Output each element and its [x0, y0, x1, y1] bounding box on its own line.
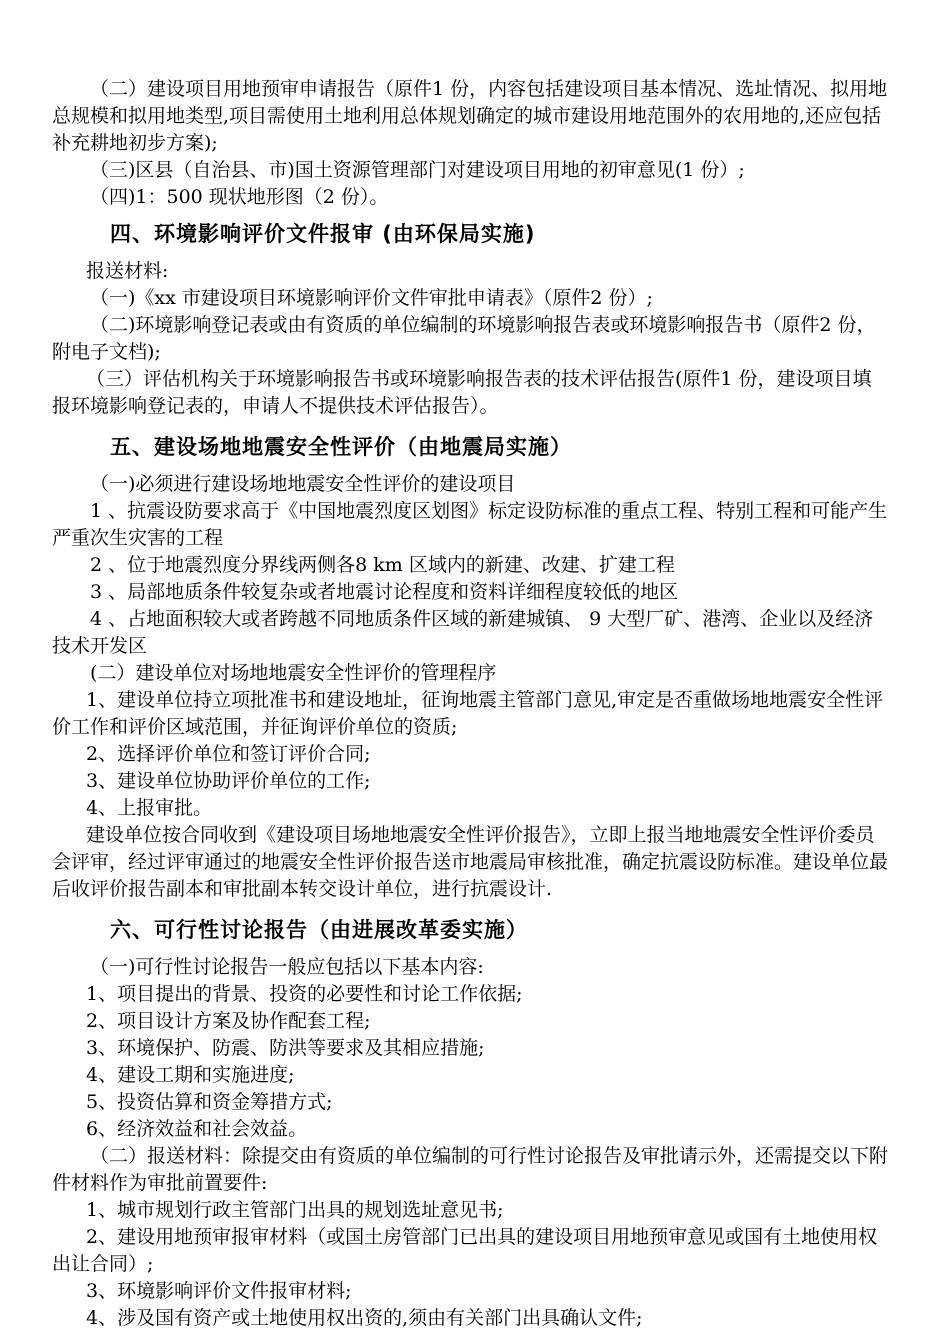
paragraph-feasibility-item: 2、项目设计方案及协作配套工程;: [86, 1010, 371, 1032]
paragraph-feasibility-item: 1、项目提出的背景、投资的必要性和讨论工作依据;: [86, 983, 523, 1005]
paragraph-seismic-step: 3、建设单位协助评价单位的工作;: [86, 770, 371, 792]
paragraph-seismic-procedure-title: (二）建设单位对场地地震安全性评价的管理程序: [90, 662, 497, 684]
paragraph-feasibility-item: 3、环境影响评价文件报审材料;: [86, 1280, 352, 1302]
paragraph-feasibility-materials: （二）报送材料：除提交由有资质的单位编制的可行性讨论报告及审批请示外，还需提交以下附件材料作为审批前置要件:: [52, 1145, 889, 1194]
paragraph-feasibility-item: 6、经济效益和社会效益。: [86, 1118, 308, 1140]
paragraph-feasibility-item: 2、建设用地预审报审材料（或国土房管部门已出具的建设项目用地预审意见或国有土地使用权出让合同）;: [52, 1226, 878, 1275]
paragraph-seismic-step: 2、选择评价单位和签订评价合同;: [86, 743, 371, 765]
paragraph-seismic-item: 2 、位于地震烈度分界线两侧各8 km 区域内的新建、改建、扩建工程: [90, 554, 675, 576]
paragraph-seismic-report: 建设单位按合同收到《建设项目场地地震安全性评价报告》，立即上报当地地震安全性评价委员会评审，经过评审通过的地震安全性评价报告送市地震局审核批准，确定抗震设防标准。建设单位最后收评价报告副本和审批副本转交设计单位，进行抗震设计.: [52, 824, 889, 900]
paragraph-env-item-1: （一)《xx 市建设项目环境影响评价文件审批申请表》（原件2 份）;: [90, 287, 653, 309]
section-heading-environment: 四、环境影响评价文件报审 (由环保局实施): [110, 222, 536, 246]
paragraph-seismic-step: 1、建设单位持立项批准书和建设地址，征询地震主管部门意见,审定是否重做场地地震安全性评价工作和评价区域范围，并征询评价单位的资质;: [52, 689, 884, 738]
paragraph-seismic-item: （一)必须进行建设场地地震安全性评价的建设项目: [90, 473, 516, 495]
paragraph-env-item-3: （三）评估机构关于环境影响报告书或环境影响报告表的技术评估报告(原件1 份，建设项目填报环境影响登记表的，申请人不提供技术评估报告）。: [52, 368, 872, 417]
paragraph-seismic-item: 1 、抗震设防要求高于《中国地震烈度区划图》标定设防标准的重点工程、特别工程和可能产生严重次生灾害的工程: [52, 500, 888, 549]
paragraph-feasibility-item: 5、投资估算和资金筹措方式;: [86, 1091, 333, 1113]
paragraph-env-item-2: （二)环境影响登记表或由有资质的单位编制的环境影响报告表或环境影响报告书（原件2 份，附电子文档);: [52, 314, 876, 363]
paragraph-seismic-item: 3 、局部地质条件较复杂或者地震讨论程度和资料详细程度较低的地区: [90, 581, 679, 603]
paragraph-feasibility-item: 3、环境保护、防震、防洪等要求及其相应措施;: [86, 1037, 485, 1059]
paragraph-district-opinion: （三)区县（自治县、市)国土资源管理部门对建设项目用地的初审意见(1 份）;: [90, 159, 745, 181]
paragraph-feasibility-item: 4、涉及国有资产或土地使用权出资的,须由有关部门出具确认文件;: [86, 1307, 643, 1329]
paragraph-feasibility-item: 4、建设工期和实施进度;: [86, 1064, 295, 1086]
section-heading-seismic: 五、建设场地地震安全性评价（由地震局实施）: [110, 435, 572, 459]
paragraph-seismic-item: 4 、占地面积较大或者跨越不同地质条件区域的新建城镇、 9 大型厂矿、港湾、企业以及经济技术开发区: [52, 608, 874, 657]
paragraph-submission-materials-label: 报送材料:: [86, 260, 169, 282]
paragraph-feasibility-item: （一)可行性讨论报告一般应包括以下基本内容:: [90, 956, 484, 978]
paragraph-topographic-map: （四)1：500 现状地形图（2 份）。: [90, 186, 389, 208]
paragraph-seismic-step: 4、上报审批。: [86, 797, 213, 819]
paragraph-feasibility-item: 1、城市规划行政主管部门出具的规划选址意见书;: [86, 1199, 504, 1221]
paragraph-land-pre-review-report: （二）建设项目用地预审申请报告（原件1 份，内容包括建设项目基本情况、选址情况、拟用地总规模和拟用地类型,项目需使用土地利用总体规划确定的城市建设用地范围外的农用地的,还应包括补充耕地初步方案);: [52, 78, 888, 154]
section-heading-feasibility: 六、可行性讨论报告（由进展改革委实施）: [110, 918, 528, 942]
